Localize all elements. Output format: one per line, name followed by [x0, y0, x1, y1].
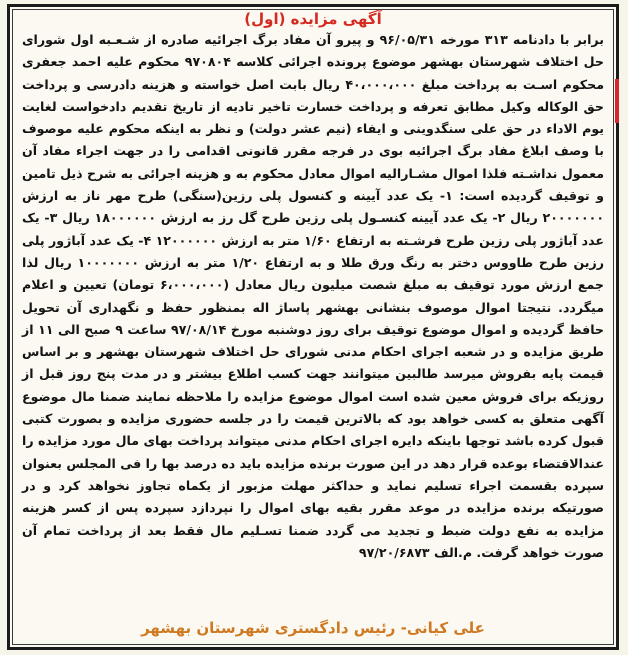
notice-signature: علی کیانی- رئیس دادگستری شهرستان بهشهر — [141, 619, 485, 637]
notice-body-text: برابر با دادنامه ۳۱۳ مورخه ۹۶/۰۵/۳۱ و پیرو آن مفاد برگ اجرائیه صادره از شـعـبه اول شورای حل اختلاف شهرستان بهشهر موضوع پرونده اجرائی کلاسه ۹۷۰۸۰۴ محکوم علیه احمد جعفری محکوم اسـت به پرداخت مبلغ ۴۰،۰۰۰،۰۰۰ ریال بابت اصل خواسته و هزینه دادرسی و پرداخت حق الوکاله وکیل مطابق تعرفه و پرداخت خسارت تاخیر تادیه از تاریخ تقدیم دادخواست لغایت یوم الاداء در حق علی سنگدوینی و ایفاء (نیم عشر دولت) و نظر به اینکه محکوم علیه موصوف با وصف ابلاغ مفاد برگ اجرائیه بوی در فرجه مقرر قانونی اقدامی را در جهت اجراء مفاد آن معمول نداشـته فلذا اموال مشـاراليه اموال معادل محکوم به و هزینه اجرائی به شرح ذیل تامین و توقیف گردیده است: ۱- یک عدد آیینه و کنسول پلی رزین(سنگی) طرح مهر ناز به ارزش ۲۰۰۰۰۰۰۰ ریال ۲- یک عدد آیینه کنسـول پلی رزین طرح گل رز به ارزش ۱۸۰۰۰۰۰۰ ریال ۳- یک عدد آباژور پلی رزین طرح فرشـته به ارتفاع ۱/۶۰ متر به ارزش ۱۲۰۰۰۰۰۰ ۴- یک عدد آباژور پلی رزین طرح طاووس دختر به رنگ ورق طلا و به ارتفاع ۱/۲۰ متر به ارزش ۱۰۰۰۰۰۰۰ ریال لذا جمع ارزش مورد توقیف به مبلغ شصت میلیون ریال معادل (۶،۰۰۰،۰۰۰ تومان) تعیین و اعلام میگردد. نتیجتا اموال موصوف بنشانی بهشهر پاساژ اله بمنظور حفظ و نگهداری آن تحویل حافظ گردیده و اموال موضوع توقیف برای روز دوشنبه مورخ ۹۷/۰۸/۱۴ ساعت ۹ صبح الی ۱۱ از طریق مزایده و در شعبه اجرای احکام مدنی شورای حل اختلاف شهرستان بهشهر و بر اساس قیمت پایه بفروش میرسد طالبین میتوانند جهت کسب اطلاع بیشتر و در مدت پنج روز قبل از روزیکه برای فروش معین شده است اموال موضوع مزایده را ملاحظه نمایند ضمنا مال موضوع آگهی متعلق به کسی خواهد بود که بالاترین قیمت را در جلسه حضوری مزایده و بصورت کتبی قبول کرده باشد توجها باینکه دایره اجرای احکام مدنی میتواند پرداخت بهای مال مورد مزایده را عندالاقتضاء بوعده قرار دهد در این صورت برنده مزایده باید ده درصد بها را فی المجلس بعنوان سپرده بقسمت اجراء تسلیم نماید و حداکثر مهلت مزبور از یکماه تجاوز نخواهد کرد و در صورتیکه برنده مزایده در موعد مقرر بقیه بهای اموال را نپردازد سپرده پس از کسر هزینه مزایده به نفع دولت ضبط و تجدید می گردد ضمنا تسـلیم مال فقط بعد از پرداخت تمام آن صورت خواهد گرفت. م.الف ۹۷/۲۰/۶۸۷۳ — [22, 32, 605, 560]
red-edge-mark — [615, 79, 619, 123]
notice-title: آگهی مزایده (اول) — [244, 10, 382, 28]
notice-body — [22, 29, 604, 564]
notice-frame — [7, 4, 619, 650]
